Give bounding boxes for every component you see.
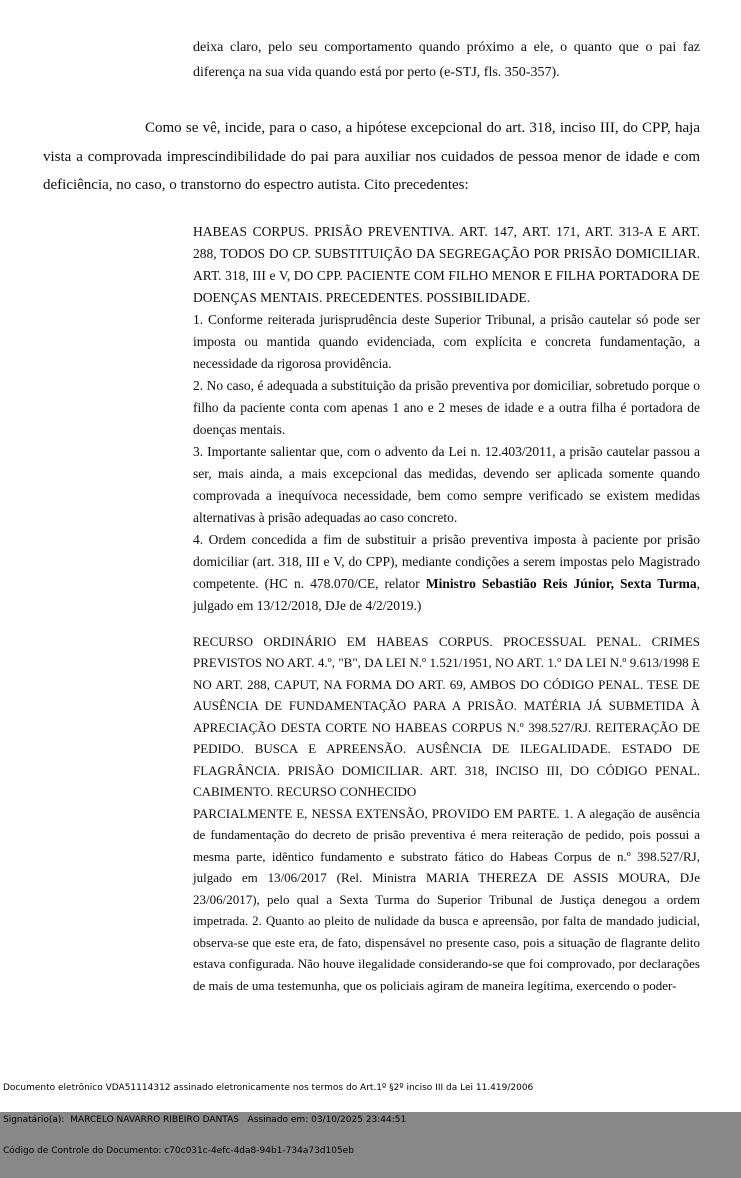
footer-line-control-code: Código de Controle do Documento: c70c031c-4efc-4da8-94b1-734a73d105eb xyxy=(3,1146,354,1156)
quote-excerpt: deixa claro, pelo seu comportamento quando próximo a ele, o quanto que o pai faz diferença na sua vida quando está por perto (e-STJ, fls. 350-357). xyxy=(193,40,700,80)
precedent-1-item-1: 1. Conforme reiterada jurisprudência deste Superior Tribunal, a prisão cautelar só pode ser imposta ou mantida quando evidenciada, com explícita e concreta fundamentação, a necessidade da rigorosa providência. xyxy=(193,311,700,371)
paragraph-intro: Como se vê, incide, para o caso, a hipótese excepcional do art. 318, inciso III, do CPP, haja vista a comprovada imprescindibilidade do pai para auxiliar nos cuidados de pessoa menor de idade e com deficiência, no caso, o transtorno do espectro autista. Cito precedentes: xyxy=(43,120,700,193)
precedent-1-header: HABEAS CORPUS. PRISÃO PREVENTIVA. ART. 147, ART. 171, ART. 313-A E ART. 288, TODOS DO CP. SUBSTITUIÇÃO DA SEGREGAÇÃO POR PRISÃO DOMICILIAR. ART. 318, III e V, DO CPP. PACIENTE COM FILHO MENOR E FILHA PORTADORA DE DOENÇAS MENTAIS. PRECEDENTES. POSSIBILIDADE. xyxy=(193,223,700,305)
footer-line-signatory: Signatário(a): MARCELO NAVARRO RIBEIRO DANTAS Assinado em: 03/10/2025 23:44:51 xyxy=(3,1114,407,1125)
precedent-quote-2 xyxy=(193,631,700,997)
signature-footer xyxy=(3,1062,739,1178)
precedent-1-item-4-suffix: , julgado em 13/12/2018, DJe de 4/2/2019.) xyxy=(193,575,700,613)
precedent-2-body: PARCIALMENTE E, NESSA EXTENSÃO, PROVIDO EM PARTE. 1. A alegação de ausência de fundamentação do decreto de prisão preventiva é mera reiteração de pedido, pois possui a mesma parte, idêntico fundamento e substrato fático do Habeas Corpus de n.º 398.527/RJ, julgado em 13/06/2017 (Rel. Ministra MARIA THEREZA DE ASSIS MOURA, DJe 23/06/2017), pelo qual a Sexta Turma do Superior Tribunal de Justiça denegou a ordem impetrada. 2. Quanto ao pleito de nulidade da busca e apreensão, por falta de mandado judicial, observa-se que este era, de fato, dispensável no presente caso, pois a situação de flagrante delito estava configurada. Não houve ilegalidade considerando-se que foi comprovado, por declarações de mais de uma testemunha, que os policiais agiram de maneira legítima, exercendo o poder- xyxy=(193,805,700,993)
precedent-1-item-4-text: 4. Ordem concedida a fim de substituir a prisão preventiva imposta à paciente por prisão domiciliar (art. 318, III e V, do CPP), mediante condições a serem impostas pelo Magistrado competente. (HC n. 478.070/CE, relator xyxy=(193,531,700,591)
precedent-1-item-2: 2. No caso, é adequada a substituição da prisão preventiva por domiciliar, sobretudo porque o filho da paciente conta com apenas 1 ano e 2 meses de idade e a outra filha é portadora de doenças mentais. xyxy=(193,377,700,437)
precedent-1-item-3: 3. Importante salientar que, com o advento da Lei n. 12.403/2011, a prisão cautelar passou a ser, mais ainda, a mais excepcional das medidas, devendo ser aplicada somente quando comprovada a inequívoca necessidade, bem como sempre verificado se existem medidas alternativas à prisão adequadas ao caso concreto. xyxy=(193,443,700,525)
precedent-quote-1 xyxy=(193,221,700,617)
document-body xyxy=(43,0,700,996)
precedent-1-relator: Ministro Sebastião Reis Júnior, Sexta Turma xyxy=(425,575,697,591)
precedent-1-item-4 xyxy=(193,529,700,617)
precedent-2-header: RECURSO ORDINÁRIO EM HABEAS CORPUS. PROCESSUAL PENAL. CRIMES PREVISTOS NO ART. 4.º, "B", DA LEI N.º 1.521/1951, NO ART. 1.º DA LEI N.º 9.613/1998 E NO ART. 288, CAPUT, NA FORMA DO ART. 69, AMBOS DO CÓDIGO PENAL. TESE DE AUSÊNCIA DE FUNDAMENTAÇÃO PARA A PRISÃO. MATÉRIA JÁ SUBMETIDA À APRECIAÇÃO DESTA CORTE NO HABEAS CORPUS N.º 398.527/RJ. REITERAÇÃO DE PEDIDO. BUSCA E APREENSÃO. AUSÊNCIA DE ILEGALIDADE. ESTADO DE FLAGRÂNCIA. PRISÃO DOMICILIAR. ART. 318, INCISO III, DO CÓDIGO PENAL. CABIMENTO. RECURSO CONHECIDO xyxy=(193,633,700,799)
footer-line-electronic-document: Documento eletrônico VDA51114312 assinado eletronicamente nos termos do Art.1º §2º inciso III da Lei 11.419/2006 xyxy=(3,1083,534,1093)
